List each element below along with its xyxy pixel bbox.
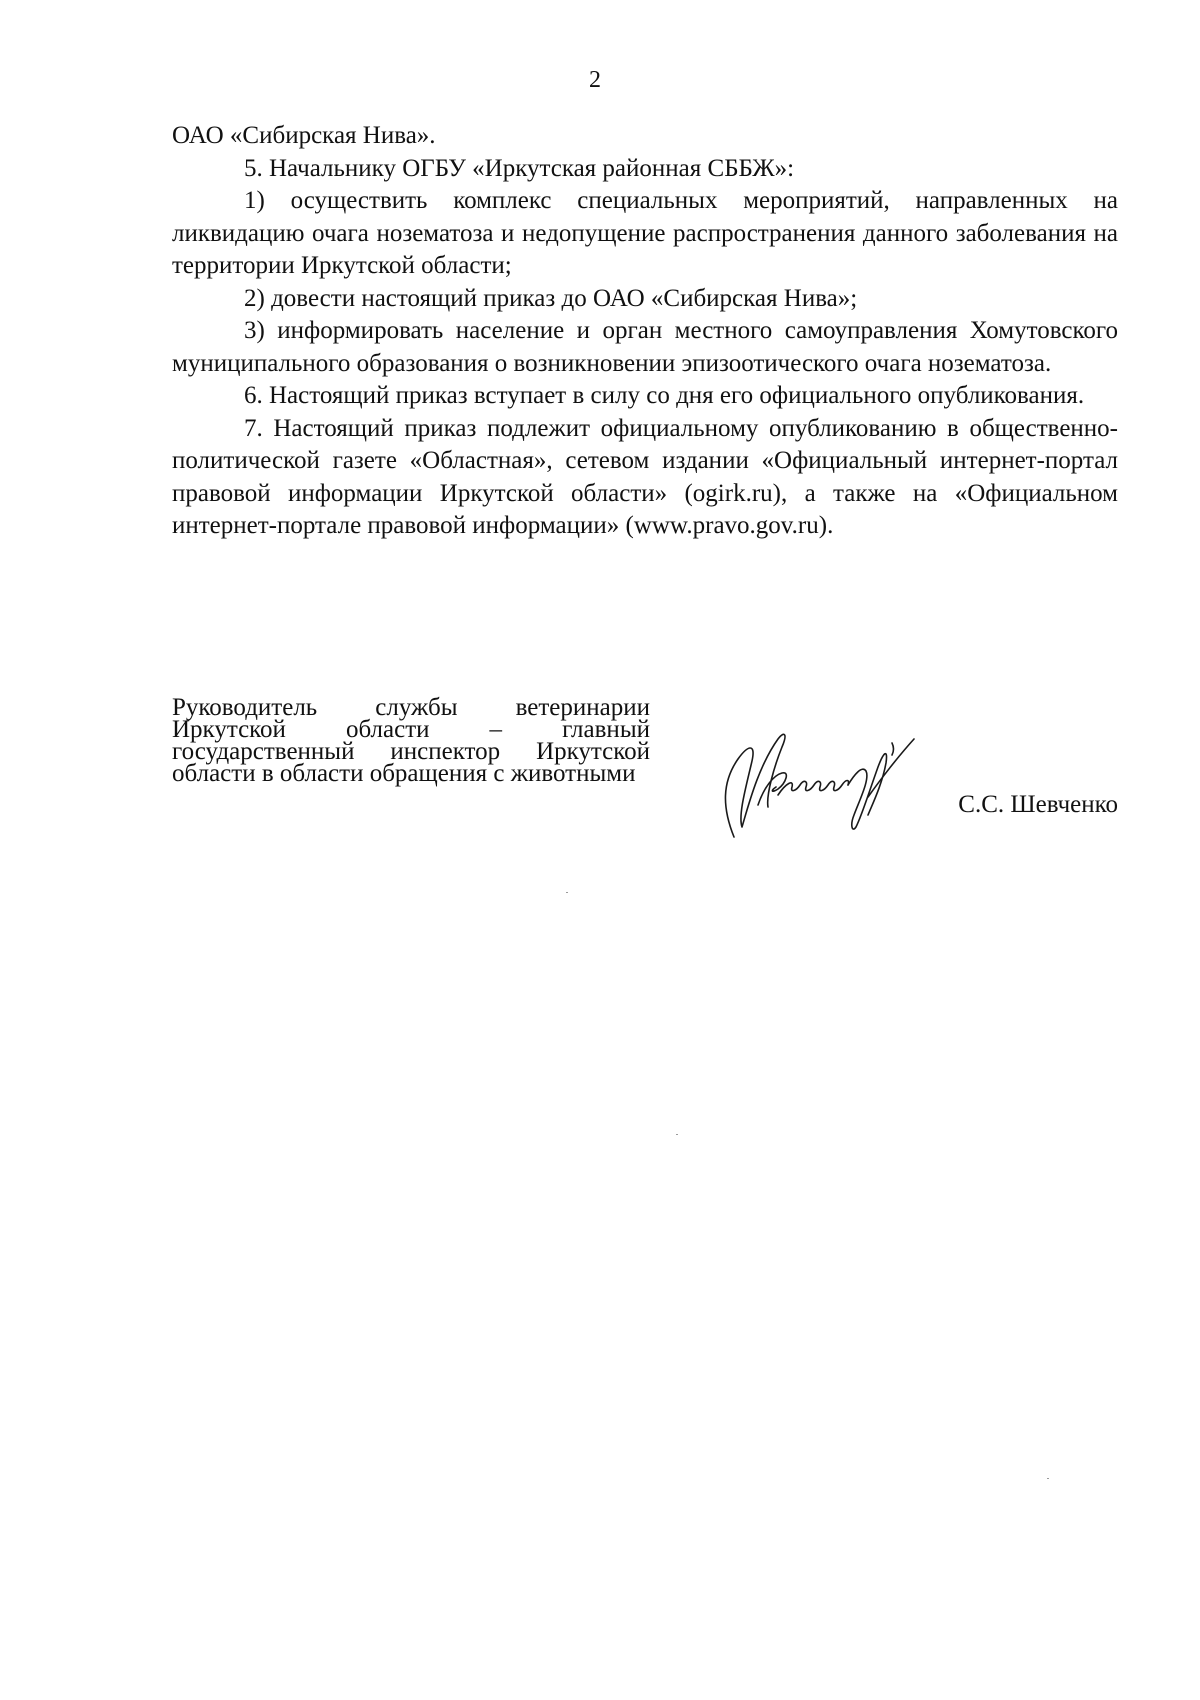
paragraph-continuation: ОАО «Сибирская Нива».	[172, 122, 436, 149]
paragraph-item-5: 5. Начальнику ОГБУ «Иркутская районная СББЖ»:	[244, 154, 795, 182]
scan-speck	[1047, 1478, 1049, 1479]
scan-speck	[676, 1134, 678, 1135]
scan-speck	[566, 892, 568, 893]
paragraph-subitem-1: 1) осуществить комплекс специальных мероприятий, направленных на ликвидацию очага нозематоза и недопущение распространения данного заболевания на территории Иркутской области;	[172, 187, 1118, 279]
handwritten-signature	[682, 687, 942, 847]
paragraph-item-7: 7. Настоящий приказ подлежит официальному опубликованию в общественно-политической газете «Областная», сетевом издании «Официальный интернет-портал правовой информации Иркутской области» (ogirk.ru), а также на «Официальном интернет-портале правовой информации» (www.pravo.gov.ru).	[172, 414, 1118, 539]
paragraph-item-6: 6. Настоящий приказ вступает в силу со дня его официального опубликования.	[244, 382, 1085, 409]
document-body	[172, 120, 1118, 543]
page-number: 2	[589, 67, 601, 93]
paragraph-subitem-3: 3) информировать население и орган местного самоуправления Хомутовского муниципального образования о возникновении эпизоотического очага нозематоза.	[172, 317, 1118, 377]
paragraph-subitem-2: 2) довести настоящий приказ до ОАО «Сибирская Нива»;	[244, 284, 858, 312]
signer-name: С.С. Шевченко	[958, 791, 1118, 818]
signature-block	[172, 694, 1118, 857]
signer-title: Руководитель службы ветеринарии Иркутской области – главный государственный инспектор Иркутской области в области обращения с животными	[172, 694, 650, 787]
